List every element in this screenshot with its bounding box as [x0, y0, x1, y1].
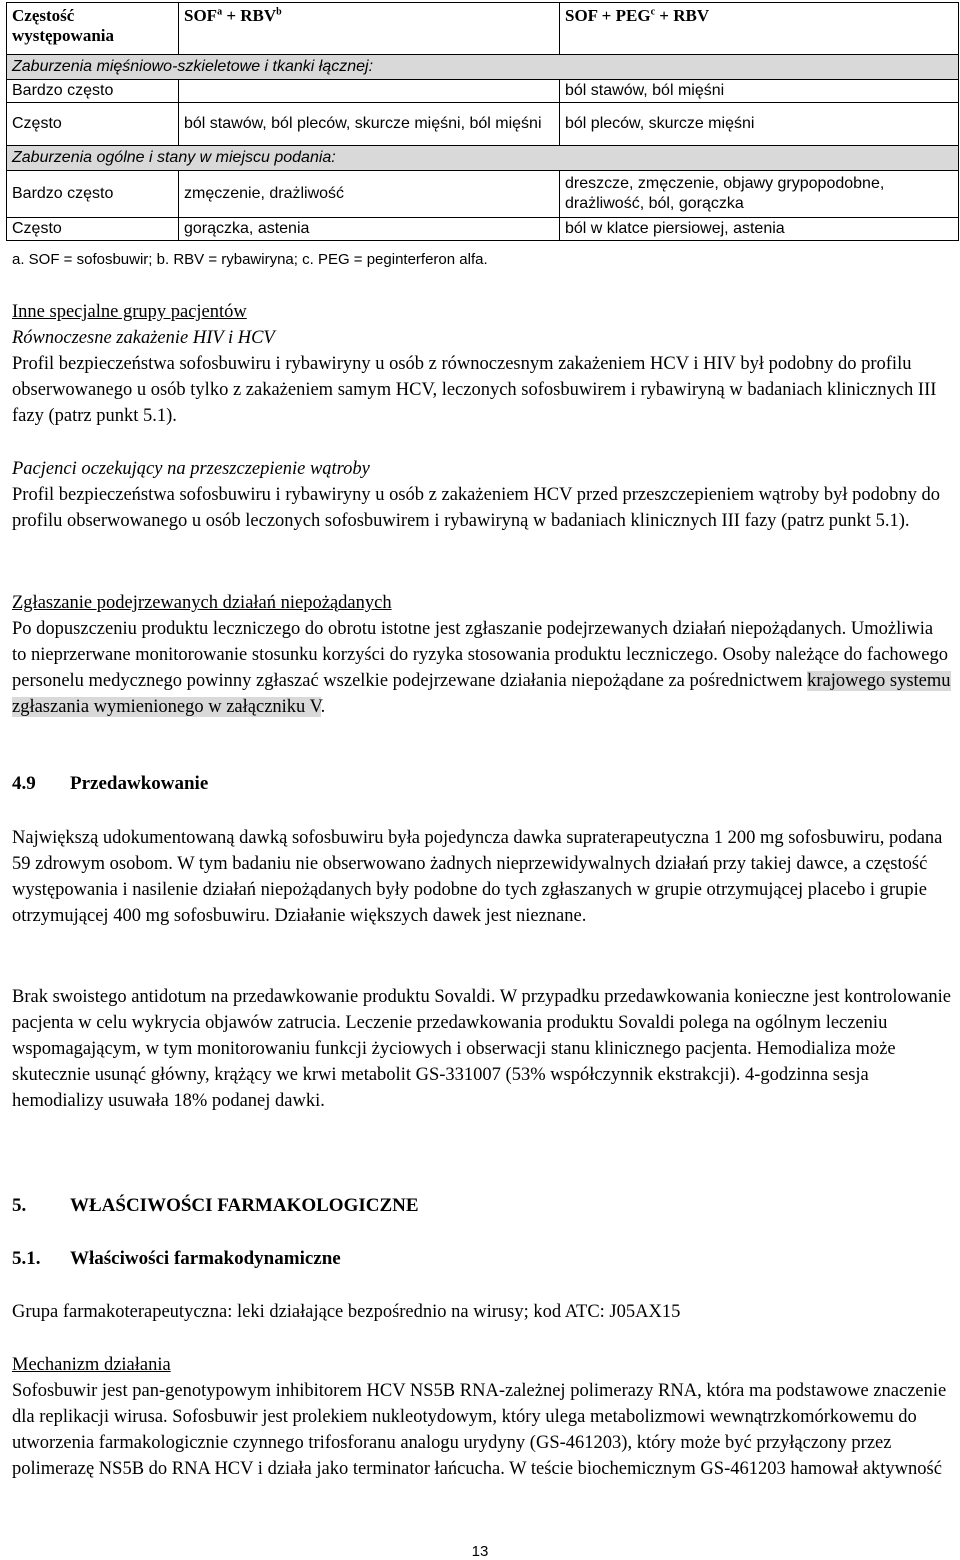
- reporting-block: [12, 590, 952, 720]
- section51-heading: 5.1. Właściwości farmakodynamiczne: [12, 1248, 341, 1269]
- table-header-row: [7, 3, 959, 55]
- section-general-disorders: Zaburzenia ogólne i stany w miejscu podania:: [7, 146, 959, 171]
- reporting-title: Zgłaszanie podejrzewanych działań niepożądanych: [12, 593, 392, 613]
- hiv-coinfection-title: Równoczesne zakażenie HIV i HCV: [12, 328, 275, 348]
- overdose-heading: 4.9 Przedawkowanie: [12, 773, 209, 794]
- header-sof-rbv: $SOF^a + RBV^b$: [179, 3, 560, 55]
- cell-sof-peg-rbv: ból w klatce piersiowej, astenia: [560, 218, 959, 241]
- cell-frequency: Bardzo często: [7, 171, 179, 218]
- overdose-p1: Największą udokumentowaną dawką sofosbuwiru była pojedyncza dawka supraterapeutyczna 1 200 mg sofosbuwiru, podana 59 zdrowym osobom. W tym badaniu nie obserwowano żadnych nieprzewidywalnych działań przy takiej dawce, a częstość występowania i nasilenie działań niepożądanych były podobne do tych zgłaszanych w grupie otrzymującej placebo i grupie otrzymującej 400 mg sofosbuwiru. Działanie większych dawek jest nieznane.: [12, 828, 943, 926]
- reporting-system-link[interactable]: krajowego systemu zgłaszania wymienionego w załączniku V: [12, 671, 951, 717]
- cell-sof-rbv: [179, 80, 560, 103]
- cell-sof-peg-rbv: ból pleców, skurcze mięśni: [560, 103, 959, 146]
- header-sof-peg-rbv: SOF + $PEG^c$ + RBV: [560, 3, 959, 55]
- table-section-row: [7, 146, 959, 171]
- mechanism-block: [12, 1352, 952, 1482]
- table-row: [7, 103, 959, 146]
- hiv-coinfection-text: Profil bezpieczeństwa sofosbuwiru i rybawiryny u osób z równoczesnym zakażeniem HCV i HIV był podobny do profilu obserwowanego u osób tylko z zakażeniem samym HCV, leczonych sofosbuwirem i rybawiryną w badaniach klinicznych III fazy (patrz punkt 5.1).: [12, 354, 937, 426]
- pharmacotherapeutic-group: Grupa farmakoterapeutyczna: leki działające bezpośrednio na wirusy; kod ATC: J05AX15: [12, 1302, 681, 1322]
- cell-sof-rbv: ból stawów, ból pleców, skurcze mięśni, ból mięśni: [179, 103, 560, 146]
- section5-heading: 5. WŁAŚCIWOŚCI FARMAKOLOGICZNE: [12, 1195, 419, 1216]
- cell-frequency: Bardzo często: [7, 80, 179, 103]
- special-populations-block: [12, 299, 952, 429]
- header-frequency: Częstość występowania: [7, 3, 179, 55]
- adverse-reactions-table: [6, 2, 959, 241]
- mechanism-title: Mechanizm działania: [12, 1355, 171, 1375]
- cell-frequency: Często: [7, 218, 179, 241]
- reporting-text: Po dopuszczeniu produktu leczniczego do obrotu istotne jest zgłaszanie podejrzewanych działań niepożądanych. Umożliwia to nieprzerwane monitorowanie stosunku korzyści do ryzyka stosowania produktu leczniczego. Osoby należące do fachowego personelu medycznego powinny zgłaszać wszelkie podejrzewane działania niepożądane za pośrednictwem krajowego systemu zgłaszania wymienionego w załączniku V.: [12, 619, 951, 717]
- liver-transplant-block: [12, 456, 952, 534]
- cell-sof-peg-rbv: ból stawów, ból mięśni: [560, 80, 959, 103]
- table-row: [7, 80, 959, 103]
- cell-sof-rbv: zmęczenie, drażliwość: [179, 171, 560, 218]
- table-section-row: [7, 55, 959, 80]
- cell-sof-peg-rbv: dreszcze, zmęczenie, objawy grypopodobne, drażliwość, ból, gorączka: [560, 171, 959, 218]
- table-row: [7, 218, 959, 241]
- cell-sof-rbv: gorączka, astenia: [179, 218, 560, 241]
- section-musculoskeletal: Zaburzenia mięśniowo-szkieletowe i tkanki łącznej:: [7, 55, 959, 80]
- overdose-p2: Brak swoistego antidotum na przedawkowanie produktu Sovaldi. W przypadku przedawkowania konieczne jest kontrolowanie pacjenta w celu wykrycia objawów zatrucia. Leczenie przedawkowania produktu Sovaldi polega na ogólnym leczeniu wspomagającym, w tym monitorowaniu funkcji życiowych i obserwacji stanu klinicznego pacjenta. Hemodializa może skutecznie usunąć główny, krążący we krwi metabolit GS-331007 (53% współczynnik ekstrakcji). 4-godzinna sesja hemodializy usuwała 18% podanej dawki.: [12, 987, 951, 1111]
- special-populations-title: Inne specjalne grupy pacjentów: [12, 302, 247, 322]
- page-number: 13: [471, 1543, 489, 1560]
- liver-transplant-text: Profil bezpieczeństwa sofosbuwiru i rybawiryny u osób z zakażeniem HCV przed przeszczepieniem wątroby był podobny do profilu obserwowanego u osób leczonych sofosbuwirem i rybawiryną w badaniach klinicznych III fazy (patrz punkt 5.1).: [12, 485, 940, 531]
- liver-transplant-title: Pacjenci oczekujący na przeszczepienie wątroby: [12, 459, 370, 479]
- table-footnote: a. SOF = sofosbuwir; b. RBV = rybawiryna; c. PEG = peginterferon alfa.: [12, 251, 488, 268]
- table-row: [7, 171, 959, 218]
- mechanism-text: Sofosbuwir jest pan-genotypowym inhibitorem HCV NS5B RNA-zależnej polimerazy RNA, która ma podstawowe znaczenie dla replikacji wirusa. Sofosbuwir jest prolekiem nukleotydowym, który ulega metabolizmowi wewnątrzkomórkowemu do utworzenia farmakologicznie czynnego trifosforanu analogu urydyny (GS-461203), który może być przyłączony przez polimerazę NS5B do RNA HCV i działa jako terminator łańcucha. W teście biochemicznym GS-461203 hamował aktywność: [12, 1381, 947, 1479]
- cell-frequency: Często: [7, 103, 179, 146]
